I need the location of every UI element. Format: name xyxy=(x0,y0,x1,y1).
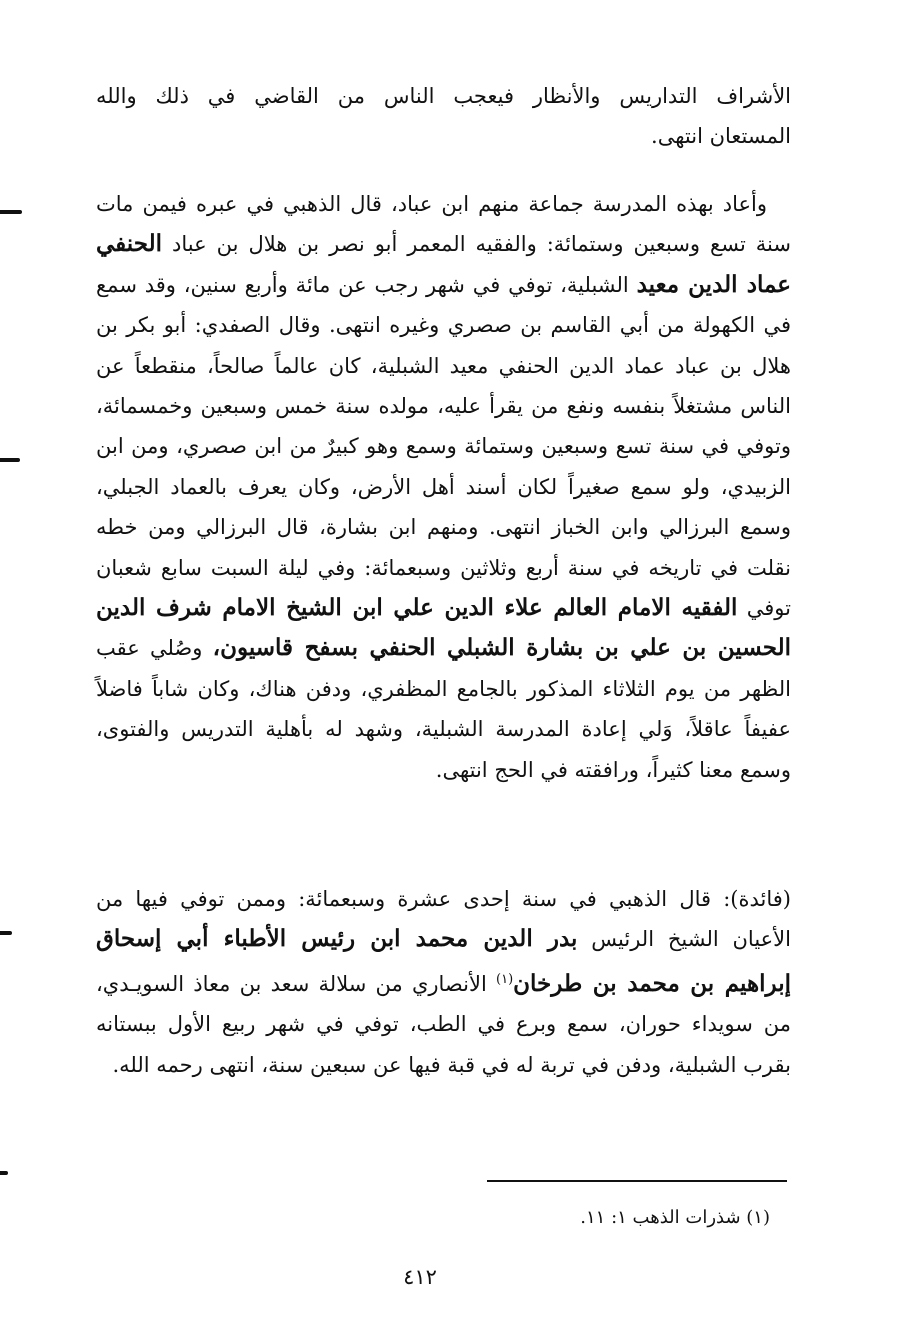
paragraph-text xyxy=(96,184,791,790)
body-text: الأنصاري من سلالة سعد بن معاذ السويـدي، من سويداء حوران، سمع وبرع في الطب، توفي في شهر ربيع الأول ببستانه بقرب الشبلية، ودفن في تربة له في قبة فيها عن سبعين سنة، انتهى رحمه الله. xyxy=(96,971,791,1077)
body-text: (فائدة): قال الذهبي في سنة إحدى عشرة وسبعمائة: وممن توفي فيها من الأعيان الشيخ الرئيس xyxy=(96,887,791,952)
body-paragraph xyxy=(96,184,791,790)
margin-ink-mark xyxy=(0,210,22,214)
margin-ink-mark xyxy=(0,931,12,935)
page-number: ٤١٢ xyxy=(403,1265,437,1289)
paragraph-text xyxy=(96,879,791,1085)
bold-name: الحنفي عماد الدين معيد xyxy=(96,230,791,298)
continued-paragraph xyxy=(96,76,791,157)
note-paragraph xyxy=(96,879,791,1085)
footnote-reference[interactable]: (١) xyxy=(496,971,514,987)
footnote-divider xyxy=(487,1180,787,1182)
margin-ink-mark xyxy=(0,458,20,462)
body-text: وأعاد بهذه المدرسة جماعة منهم ابن عباد، قال الذهبي في عبره فيمن مات سنة تسع وسبعين وستمائة: والفقيه المعمر أبو نصر بن هلال بن عباد xyxy=(96,192,791,257)
footnote: (١) شذرات الذهب ١: ١١. xyxy=(580,1207,770,1228)
bold-name: بدر الدين محمد ابن رئيس الأطباء أبي إسحاق إبراهيم بن محمد بن طرخان xyxy=(96,925,791,997)
body-text: وصُلي عقب الظهر من يوم الثلاثاء المذكور بالجامع المظفري، ودفن هناك، وكان شاباً فاضلاً عفيفاً عاقلاً، وَلي إعادة المدرسة الشبلية، وشهد له بأهلية التدريس والفتوى، وسمع معنا كثيراً، ورافقته في الحج انتهى. xyxy=(96,636,791,782)
text-line: الأشراف التداريس والأنظار فيعجب الناس من القاضي في ذلك والله xyxy=(96,84,791,108)
body-text: الشبلية، توفي في شهر رجب عن مائة وأربع سنين، وقد سمع في الكهولة من أبي القاسم بن صصري وغيره انتهى. وقال الصفدي: أبو بكر بن هلال بن عباد عماد الدين الحنفي معيد الشبلية، كان عالماً صالحاً، منقطعاً عن الناس مشتغلاً بنفسه ونفع من يقرأ عليه، مولده سنة خمس وسبعين وخمسمائة، وتوفي في سنة تسع وسبعين وستمائة وسمع وهو كبيرٌ من ابن صصري، ومن ابن الزبيدي، ولو سمع صغيراً لكان أسند أهل الأرض، وكان يعرف بالعماد الجبلي، وسمع البرزالي وابن الخباز انتهى. ومنهم ابن بشارة، قال البرزالي ومن خطه نقلت في تاريخه في سنة أربع وثلاثين وسبعمائة: وفي ليلة السبت سابع شعبان توفي xyxy=(96,272,791,621)
margin-ink-mark xyxy=(0,1171,8,1175)
text-line: المستعان انتهى. xyxy=(651,124,791,149)
bold-name: الفقيه الامام العالم علاء الدين علي ابن الشيخ الامام شرف الدين الحسين بن علي بن بشارة الشبلي الحنفي بسفح قاسيون، xyxy=(96,594,792,662)
